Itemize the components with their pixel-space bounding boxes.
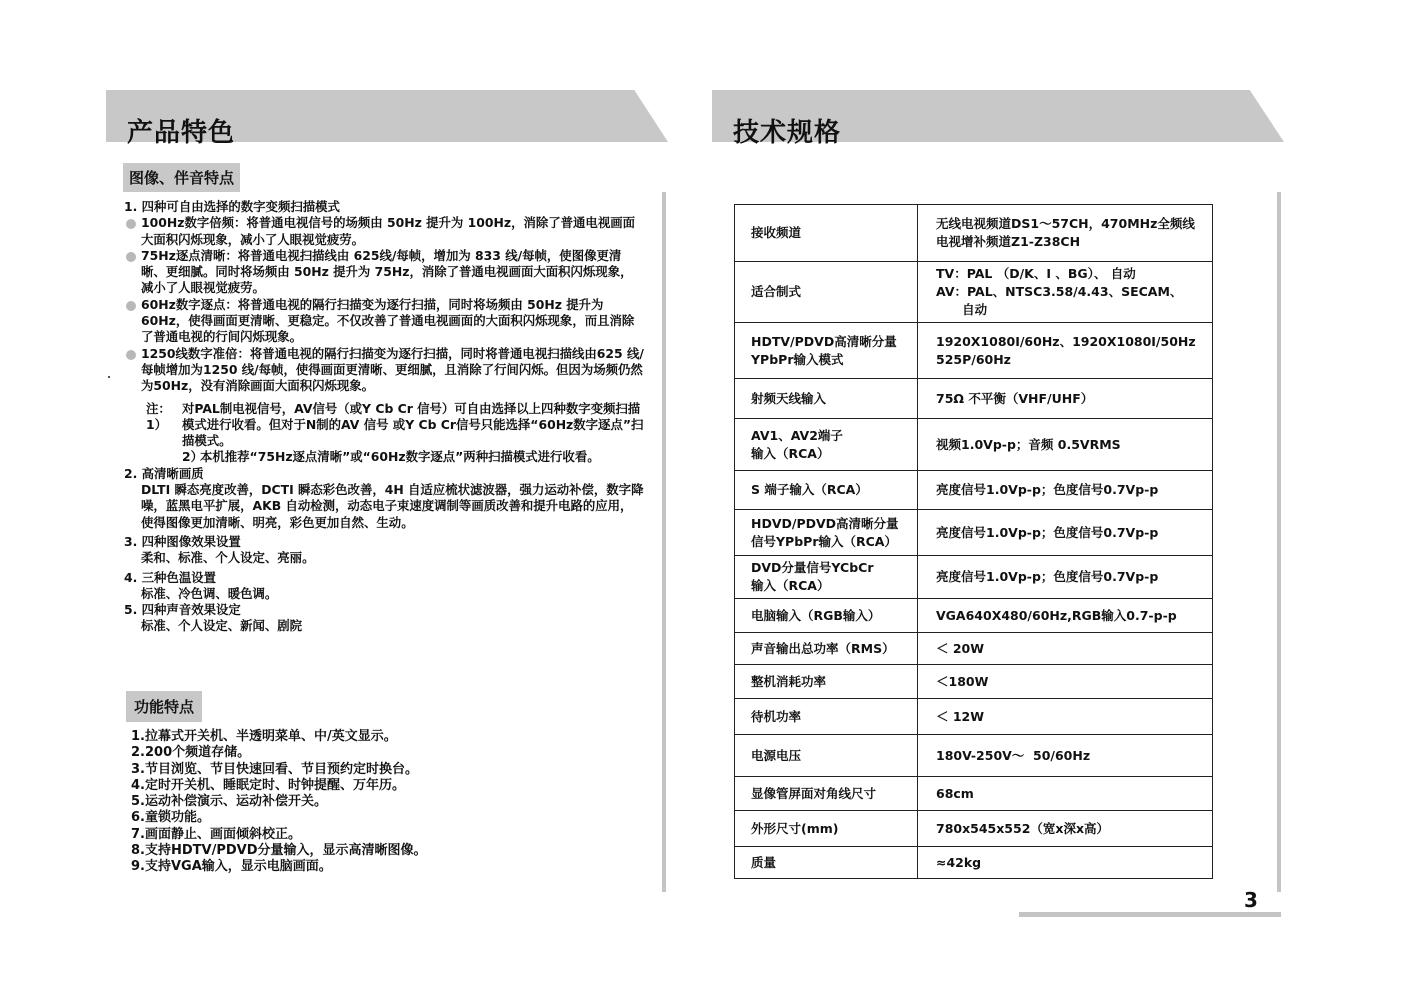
- spec-value: ≈42kg: [918, 847, 1213, 879]
- spec-label: 外形尺寸(mm): [735, 811, 918, 847]
- spec-row: [735, 847, 1213, 879]
- spec-label: 电源电压: [735, 735, 918, 777]
- function-item: 9.支持VGA输入，显示电脑画面。: [131, 859, 332, 875]
- left-vertical-divider: [662, 192, 666, 892]
- item2-title: 2. 高清晰画质: [124, 465, 204, 481]
- spec-row: [735, 510, 1213, 556]
- spec-row: [735, 735, 1213, 777]
- spec-value: 1920X1080I/60Hz、1920X1080I/50Hz 525P/60Hz: [918, 323, 1213, 379]
- bullet-dot: [126, 219, 136, 229]
- page-number: 3: [1244, 888, 1258, 912]
- spec-row: [735, 599, 1213, 633]
- spec-label: 质量: [735, 847, 918, 879]
- left-page-title: 产品特色: [127, 118, 236, 148]
- spec-label: AV1、AV2端子 输入（RCA）: [735, 419, 918, 471]
- spec-label: 适合制式: [735, 262, 918, 323]
- right-vertical-divider: [1277, 192, 1281, 892]
- functions-list: [131, 729, 427, 876]
- spec-label: 接收频道: [735, 205, 918, 262]
- bullet-1250: 1250线数字准倍：将普通电视的隔行扫描变为逐行扫描，同时将普通电视扫描线由625 线/每帧增加为1250 线/每帧，使得画面更清晰、更细腻，且消除了行间闪烁。但因为场频仍然为50Hz，没有消除画面大面积闪烁现象。: [124, 346, 644, 395]
- function-item: 5.运动补偿演示、运动补偿开关。: [131, 794, 327, 810]
- item3-title: 3. 四种图像效果设置: [124, 533, 241, 549]
- spec-value: 亮度信号1.0Vp-p；色度信号0.7Vp-p: [918, 471, 1213, 510]
- spec-label: 整机消耗功率: [735, 665, 918, 699]
- note-block: [124, 401, 644, 466]
- function-item: 3.节目浏览、节目快速回看、节目预约定时换台。: [131, 761, 418, 777]
- spec-row: [735, 262, 1213, 323]
- spec-value: 亮度信号1.0Vp-p；色度信号0.7Vp-p: [918, 556, 1213, 599]
- spec-row: [735, 205, 1213, 262]
- spec-value: ＜ 12W: [918, 699, 1213, 735]
- item4-title: 4. 三种色温设置: [124, 569, 216, 585]
- spec-row: [735, 665, 1213, 699]
- function-item: 4.定时开关机、睡眠定时、时钟提醒、万年历。: [131, 777, 405, 793]
- spec-row: [735, 699, 1213, 735]
- spec-row: [735, 419, 1213, 471]
- spec-row: [735, 633, 1213, 665]
- spec-label: 待机功率: [735, 699, 918, 735]
- spec-row: [735, 811, 1213, 847]
- spec-value: VGA640X480/60Hz,RGB输入0.7-p-p: [918, 599, 1213, 633]
- bullet-60hz: 60Hz数字逐点：将普通电视的隔行扫描变为逐行扫描，同时将场频由 50Hz 提升为60Hz，使得画面更清晰、更稳定。不仅改善了普通电视画面的大面积闪烁现象，而且消除了普通电视的行间闪烁现象。: [124, 297, 644, 346]
- spec-value: 75Ω 不平衡（VHF/UHF）: [918, 379, 1213, 419]
- speck: [108, 376, 110, 378]
- spec-label: HDVD/PDVD高清晰分量 信号YPbPr输入（RCA）: [735, 510, 918, 556]
- item4-text: 标准、冷色调、暖色调。: [141, 585, 278, 601]
- function-item: 7.画面静止、画面倾斜校正。: [131, 826, 301, 842]
- spec-value: ＜ 20W: [918, 633, 1213, 665]
- spec-label: S 端子输入（RCA）: [735, 471, 918, 510]
- spec-label: 射频天线输入: [735, 379, 918, 419]
- right-page-title: 技术规格: [733, 118, 842, 148]
- functions-heading: 功能特点: [126, 691, 202, 722]
- spec-value: 视频1.0Vp-p；音频 0.5VRMS: [918, 419, 1213, 471]
- item1-title: 1. 四种可自由选择的数字变频扫描模式: [124, 199, 340, 214]
- note-2-label: 2）: [182, 449, 204, 465]
- item3-text: 柔和、标准、个人设定、亮丽。: [141, 550, 315, 566]
- spec-table: [734, 204, 1213, 879]
- spec-value: 180V-250V～ 50/60Hz: [918, 735, 1213, 777]
- item5-text: 标准、个人设定、新闻、剧院: [141, 618, 303, 634]
- item5-title: 5. 四种声音效果设定: [124, 602, 241, 618]
- bullet-100hz: 100Hz数字倍频：将普通电视信号的场频由 50Hz 提升为 100Hz，消除了普通电视画面大面积闪烁现象，减小了人眼视觉疲劳。: [124, 215, 644, 248]
- spec-label: 声音输出总功率（RMS）: [735, 633, 918, 665]
- spec-value: 无线电视频道DS1～57CH，470MHz全频线电视增补频道Z1-Z38CH: [918, 205, 1213, 262]
- spec-row: [735, 556, 1213, 599]
- spec-row: [735, 471, 1213, 510]
- bullet-dot: [126, 252, 136, 262]
- spec-row: [735, 323, 1213, 379]
- item2-text: DLTI 瞬态亮度改善，DCTI 瞬态彩色改善，4H 自适应梳状滤波器，强力运动补偿，数字降噪，蓝黑电平扩展，AKB 自动检测，动态电子束速度调制等画质改善和提升电路的应用，使得图像更加清晰、明亮，彩色更加自然、生动。: [141, 482, 644, 530]
- note-2: 本机推荐“75Hz逐点清晰”或“60Hz数字逐点”两种扫描模式进行收看。: [200, 449, 600, 465]
- note-label: 注：1）: [146, 400, 171, 432]
- function-item: 1.拉幕式开关机、半透明菜单、中/英文显示。: [131, 729, 397, 744]
- features-content: [124, 199, 644, 635]
- bullet-dot: [126, 301, 136, 311]
- spec-value: TV：PAL （D/K、I 、BG）、 自动 AV：PAL、NTSC3.58/4.43、SECAM、 自动: [918, 262, 1213, 323]
- spec-value: ＜180W: [918, 665, 1213, 699]
- image-sound-heading: 图像、伴音特点: [123, 163, 240, 192]
- bullet-75hz: 75Hz逐点清晰：将普通电视扫描线由 625线/每帧，增加为 833 线/每帧，使图像更清晰、更细腻。同时将场频由 50Hz 提升为 75Hz，消除了普通电视画面大面积闪烁现象，减小了人眼视觉疲劳。: [124, 248, 644, 297]
- spec-value: 68cm: [918, 777, 1213, 811]
- bottom-rule: [1019, 912, 1281, 917]
- spec-row: [735, 777, 1213, 811]
- spec-row: [735, 379, 1213, 419]
- note-1: 对PAL制电视信号，AV信号（或Y Cb Cr 信号）可自由选择以上四种数字变频扫描模式进行收看。但对于N制的AV 信号 或Y Cb Cr信号只能选择“60Hz数字逐点”扫描模式。: [182, 400, 644, 449]
- bullet-dot: [126, 350, 136, 360]
- function-item: 2.200个频道存储。: [131, 745, 251, 761]
- function-item: 8.支持HDTV/PDVD分量输入，显示高清晰图像。: [131, 843, 427, 859]
- spec-label: 显像管屏面对角线尺寸: [735, 777, 918, 811]
- spec-label: DVD分量信号YCbCr 输入（RCA）: [735, 556, 918, 599]
- spec-value: 亮度信号1.0Vp-p；色度信号0.7Vp-p: [918, 510, 1213, 556]
- spec-value: 780x545x552（宽x深x高）: [918, 811, 1213, 847]
- function-item: 6.童锁功能。: [131, 810, 210, 826]
- spec-label: 电脑输入（RGB输入）: [735, 599, 918, 633]
- spec-label: HDTV/PDVD高清晰分量 YPbPr输入模式: [735, 323, 918, 379]
